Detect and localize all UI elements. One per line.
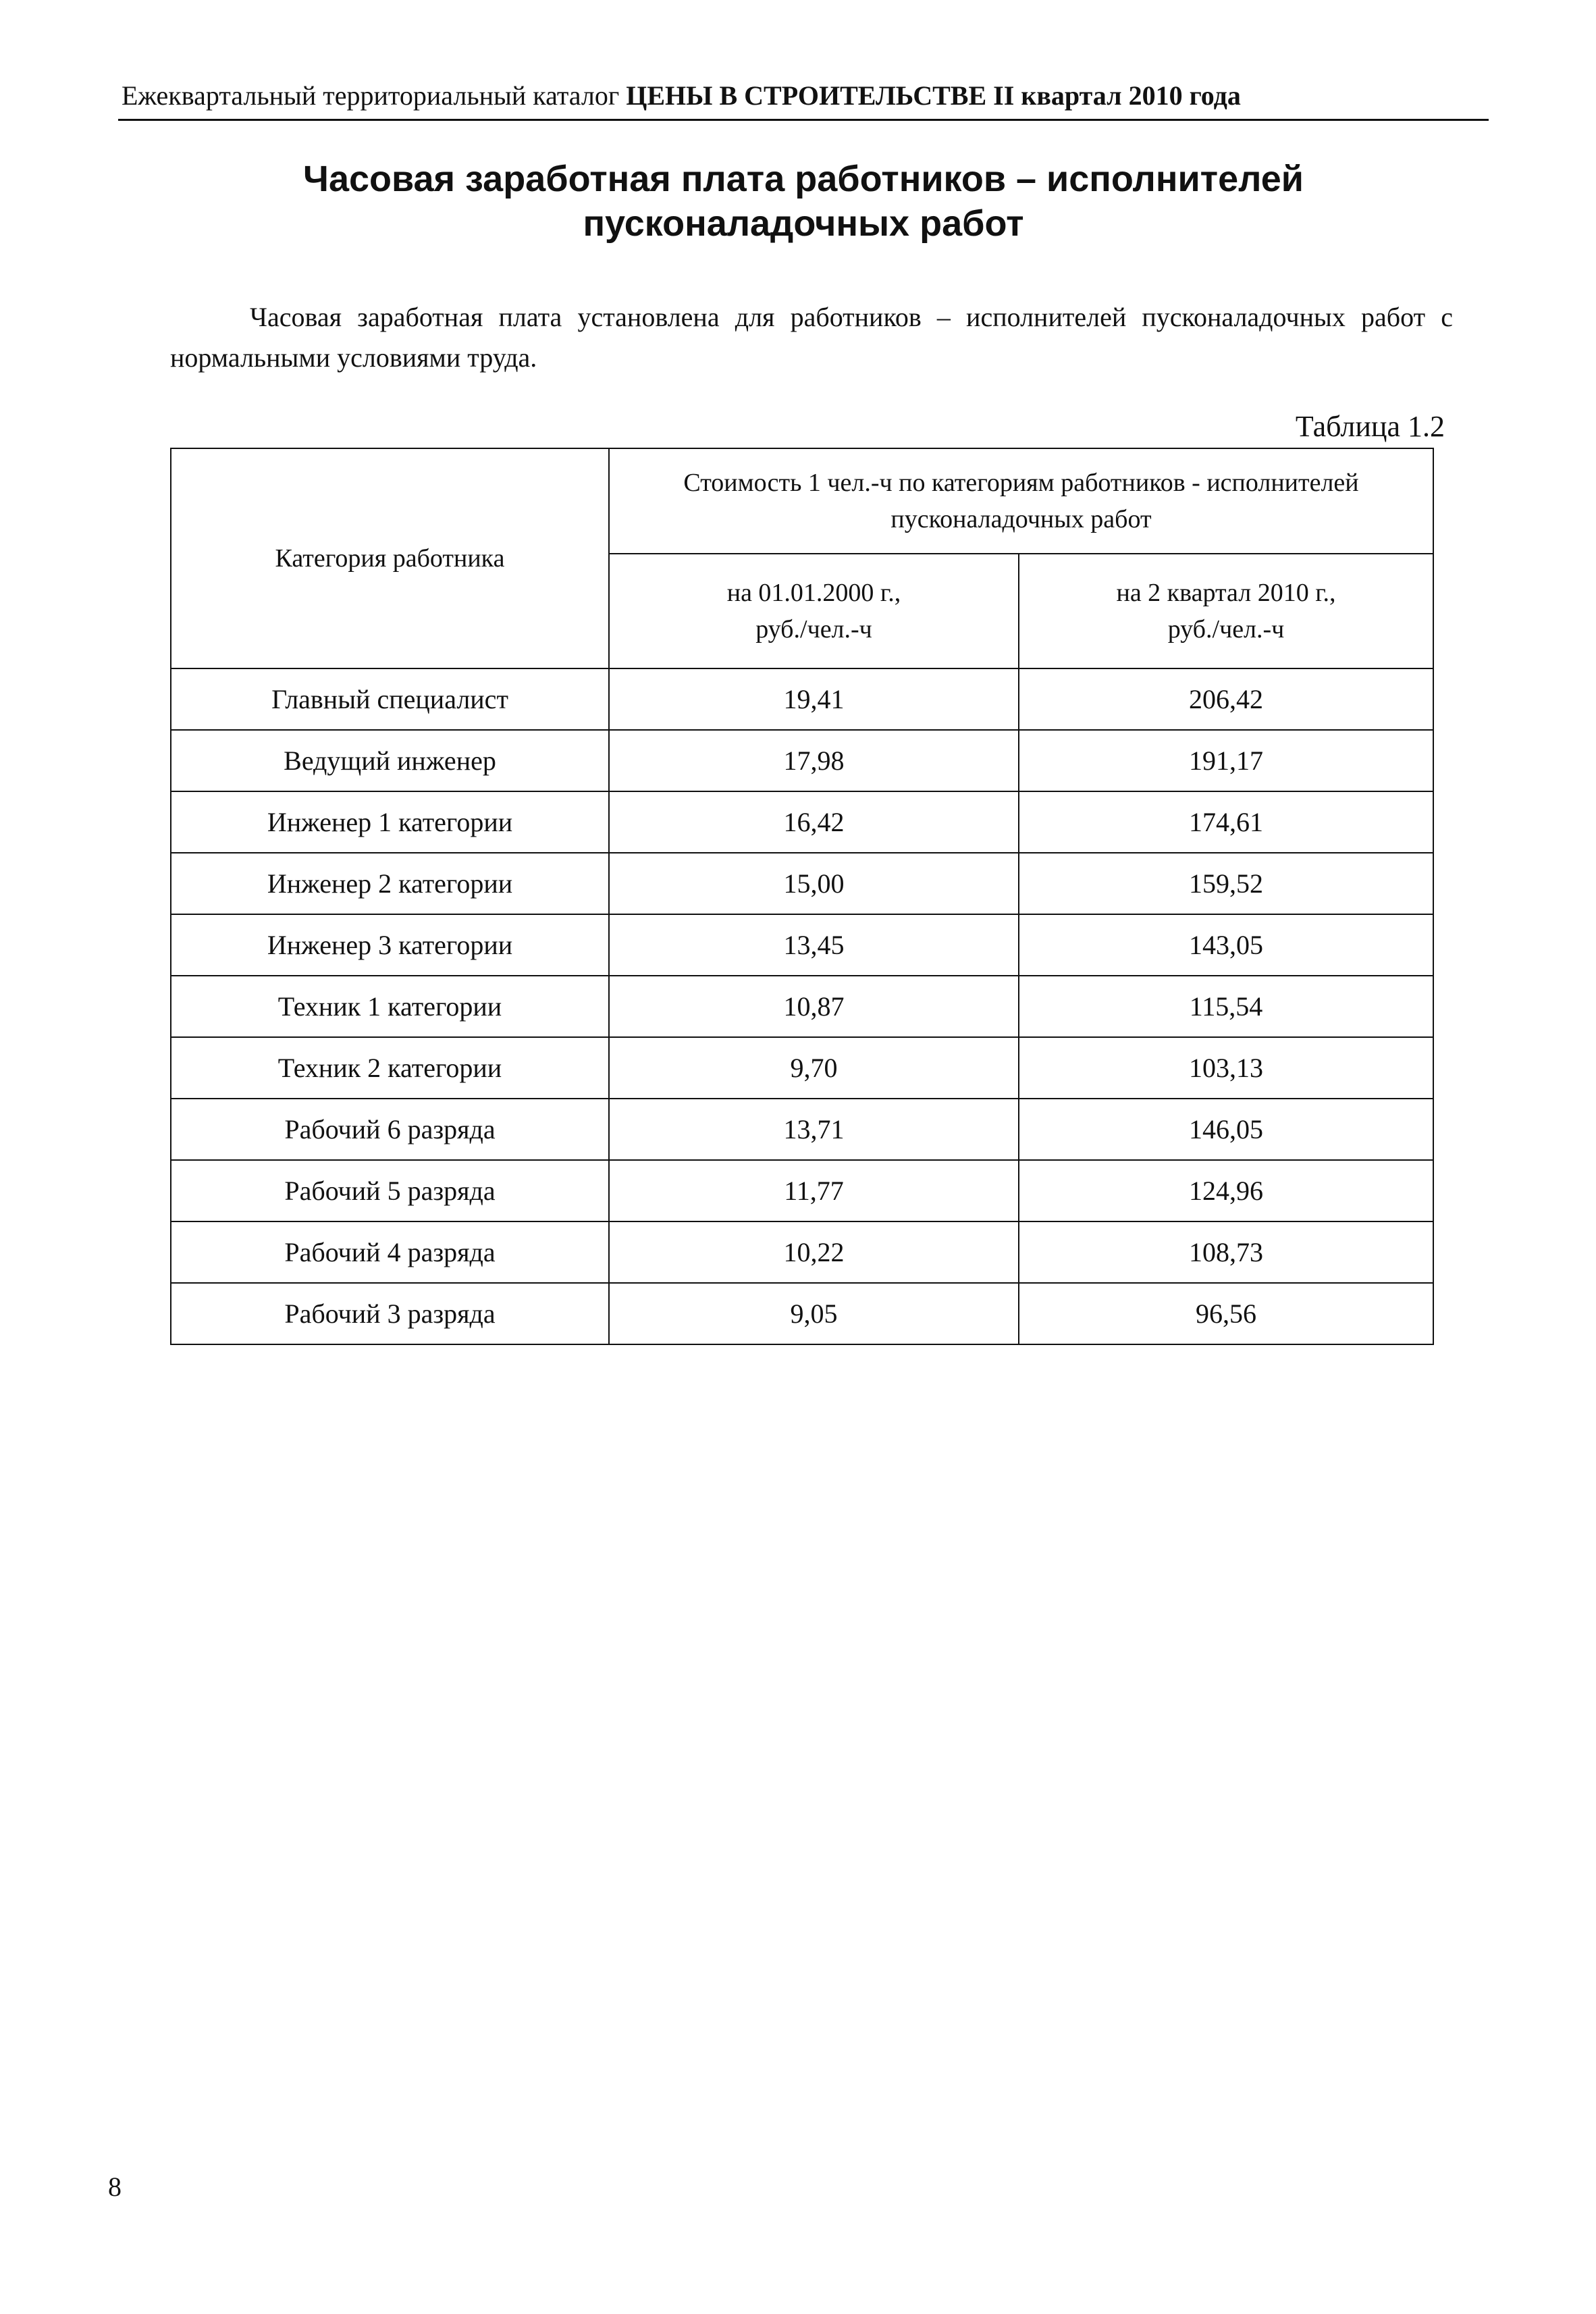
table-row bbox=[171, 1221, 1433, 1283]
cell-category: Рабочий 6 разряда bbox=[171, 1099, 609, 1160]
catalog-name: ЦЕНЫ В СТРОИТЕЛЬСТВЕ bbox=[626, 80, 987, 111]
cell-rate-2010: 159,52 bbox=[1019, 853, 1433, 914]
cell-category: Главный специалист bbox=[171, 668, 609, 730]
cell-category: Техник 2 категории bbox=[171, 1037, 609, 1099]
table-row bbox=[171, 791, 1433, 853]
cell-rate-2000: 13,45 bbox=[609, 914, 1019, 976]
table-row bbox=[171, 730, 1433, 791]
intro-paragraph: Часовая заработная плата установлена для работников – исполнителей пусконаладочных работ с нормальными условиями труда. bbox=[170, 302, 1453, 373]
cell-rate-2010: 191,17 bbox=[1019, 730, 1433, 791]
catalog-prefix: Ежеквартальный территориальный каталог bbox=[122, 80, 620, 111]
cell-rate-2000: 9,70 bbox=[609, 1037, 1019, 1099]
header-category: Категория работника bbox=[171, 448, 609, 668]
cell-category: Инженер 3 категории bbox=[171, 914, 609, 976]
cell-category: Рабочий 4 разряда bbox=[171, 1221, 609, 1283]
table-header-row bbox=[171, 448, 1433, 554]
cell-category: Рабочий 3 разряда bbox=[171, 1283, 609, 1344]
cell-rate-2010: 103,13 bbox=[1019, 1037, 1433, 1099]
cell-rate-2010: 108,73 bbox=[1019, 1221, 1433, 1283]
header-2000-date: на 01.01.2000 г., bbox=[726, 579, 901, 607]
cell-rate-2000: 15,00 bbox=[609, 853, 1019, 914]
cell-rate-2000: 17,98 bbox=[609, 730, 1019, 791]
page-title bbox=[135, 157, 1472, 246]
wage-table bbox=[170, 448, 1434, 1345]
table-body bbox=[171, 668, 1433, 1344]
header-2010 bbox=[1019, 554, 1433, 668]
table-row bbox=[171, 976, 1433, 1037]
cell-category: Инженер 1 категории bbox=[171, 791, 609, 853]
cell-rate-2010: 174,61 bbox=[1019, 791, 1433, 853]
cell-rate-2010: 143,05 bbox=[1019, 914, 1433, 976]
cell-rate-2010: 206,42 bbox=[1019, 668, 1433, 730]
table-row bbox=[171, 853, 1433, 914]
cell-rate-2010: 146,05 bbox=[1019, 1099, 1433, 1160]
page-number: 8 bbox=[108, 2172, 122, 2202]
catalog-period: II квартал 2010 года bbox=[993, 80, 1241, 111]
header-2010-date: на 2 квартал 2010 г., bbox=[1116, 579, 1336, 607]
cell-rate-2010: 115,54 bbox=[1019, 976, 1433, 1037]
header-rule bbox=[118, 119, 1489, 121]
cell-rate-2000: 10,87 bbox=[609, 976, 1019, 1037]
header-cost-group: Стоимость 1 чел.-ч по категориям работников - исполнителей пусконаладочных работ bbox=[609, 448, 1433, 554]
table-row bbox=[171, 1099, 1433, 1160]
cell-category: Техник 1 категории bbox=[171, 976, 609, 1037]
table-caption: Таблица 1.2 bbox=[1295, 410, 1445, 443]
running-header bbox=[122, 80, 1485, 111]
cell-rate-2000: 19,41 bbox=[609, 668, 1019, 730]
table-row bbox=[171, 1160, 1433, 1221]
table-row bbox=[171, 1283, 1433, 1344]
table-row bbox=[171, 668, 1433, 730]
table-row bbox=[171, 914, 1433, 976]
cell-category: Рабочий 5 разряда bbox=[171, 1160, 609, 1221]
header-2010-unit: руб./чел.-ч bbox=[1167, 615, 1285, 643]
header-2000 bbox=[609, 554, 1019, 668]
cell-rate-2010: 96,56 bbox=[1019, 1283, 1433, 1344]
cell-rate-2000: 9,05 bbox=[609, 1283, 1019, 1344]
page-title-line-1: Часовая заработная плата работников – исполнителей bbox=[303, 159, 1304, 199]
cell-category: Инженер 2 категории bbox=[171, 853, 609, 914]
page-title-line-2: пусконаладочных работ bbox=[583, 203, 1024, 244]
cell-rate-2000: 11,77 bbox=[609, 1160, 1019, 1221]
header-2000-unit: руб./чел.-ч bbox=[755, 615, 872, 643]
cell-rate-2000: 16,42 bbox=[609, 791, 1019, 853]
table-row bbox=[171, 1037, 1433, 1099]
cell-rate-2000: 10,22 bbox=[609, 1221, 1019, 1283]
cell-category: Ведущий инженер bbox=[171, 730, 609, 791]
cell-rate-2010: 124,96 bbox=[1019, 1160, 1433, 1221]
cell-rate-2000: 13,71 bbox=[609, 1099, 1019, 1160]
